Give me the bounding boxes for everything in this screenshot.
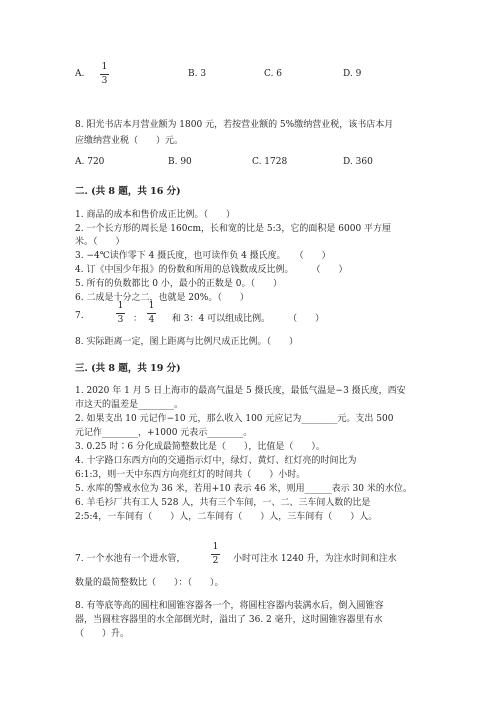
fraction-numerator: 1 (148, 301, 155, 311)
s3-line-7: 6:1:3，则一天中东西方向亮红灯的时间共（ ）小时。 (75, 470, 306, 480)
q8-option-b: B. 90 (168, 157, 192, 167)
s3-line-1: 1. 2020 年 1 月 5 日上海市的最高气温是 5 摄氏度，最低气温是−3 摄氏度，西安 (75, 386, 406, 396)
s2-item-3: 3. −4℃读作零下 4 摄氏度，也可读作负 4 摄氏度。 （ ） (75, 251, 331, 261)
option-a-fraction (100, 63, 109, 86)
s2-item-7-fraction-1 (116, 302, 125, 325)
q8-line-2: 应缴纳营业税（ ）元。 (75, 136, 184, 146)
s3-line-5: 3. 0.25 时∶6 分化成最简整数比是（ ），比值是（ ）。 (75, 442, 325, 452)
fraction-bar (116, 313, 125, 314)
section-2-title: 二. (共 8 题，共 16 分) (75, 186, 181, 197)
fraction-bar (100, 74, 109, 75)
s2-item-2-cont: 米。（ ） (75, 237, 125, 247)
s3-line-9: 6. 羊毛衫厂共有工人 528 人，共有三个车间，一、二、三车间人数的比是 (75, 498, 371, 508)
s2-item-1: 1. 商品的成本和售价成正比例。（ ） (75, 210, 235, 220)
q8-option-d: D. 360 (343, 157, 373, 167)
option-a-label: A. (75, 69, 85, 79)
fraction-bar (211, 554, 220, 555)
fraction-numerator: 1 (101, 62, 108, 72)
option-d: D. 9 (343, 69, 362, 79)
s2-item-6: 6. 二成是十分之二，也就是 20%。（ ） (75, 293, 249, 303)
s3-line-8: 5. 水库的警戒水位为 36 米，若用+10 表示 46 米，则用______表示 30 米的水位。 (75, 484, 412, 494)
s3-q7-fraction (211, 543, 220, 566)
s3-q8-line-1: 8. 有等底等高的圆柱和圆锥容器各一个，将圆柱容器内装满水后，倒入圆锥容 (75, 601, 384, 611)
s3-line-2: 市这天的温差是________。 (75, 400, 184, 410)
fraction-numerator: 1 (117, 301, 124, 311)
s2-item-4: 4. 订《中国少年报》的份数和所用的总钱数成反比例。 （ ） (75, 265, 348, 275)
option-c: C. 6 (264, 69, 283, 79)
q8-option-a: A. 720 (75, 157, 105, 167)
option-b: B. 3 (188, 69, 207, 79)
s2-item-2: 2. 一个长方形的周长是 160cm，长和宽的比是 5:3，它的面积是 6000 平方厘 (75, 224, 392, 234)
s2-item-7-colon: ： (133, 314, 143, 324)
q8-line-1: 8. 阳光书店本月营业额为 1800 元，若按营业额的 5%缴纳营业税，该书店本月 (75, 120, 394, 130)
s2-item-7-rest: 和 3：4 可以组成比例。 （ ） (172, 314, 325, 324)
fraction-denominator: 3 (101, 76, 108, 86)
s3-q8-line-2: 器，当圆柱容器里的水全部倒光时，溢出了 36. 2 毫升，这时圆锥容器里有水 (75, 615, 383, 625)
s3-q8-line-3: （ ）升。 (75, 629, 130, 639)
fraction-numerator: 1 (212, 542, 219, 552)
s2-item-5: 5. 所有的负数都比 0 小，最小的正数是 0。（ ） (75, 279, 282, 289)
fraction-bar (147, 313, 156, 314)
s3-line-10: 2:5:4，一车间有（ ）人，二车间有（ ）人，三车间有（ ）人。 (75, 512, 378, 522)
fraction-denominator: 3 (117, 315, 124, 325)
s3-line-4: 元记作________，+1000 元表示________。 (75, 428, 253, 438)
section-3-title: 三. (共 8 题，共 19 分) (75, 363, 181, 374)
q8-option-c: C. 1728 (252, 157, 288, 167)
s2-item-8: 8. 实际距离一定，图上距离与比例尺成正比例。（ ） (75, 337, 298, 347)
s2-item-7-prefix: 7. (75, 311, 84, 321)
fraction-denominator: 4 (148, 315, 155, 325)
s3-q7-line-2: 数量的最简整数比（ ）：（ ）。 (75, 578, 224, 588)
s3-line-6: 4. 十字路口东西方向的交通指示灯中，绿灯、黄灯、红灯亮的时间比为 (75, 456, 357, 466)
s3-q7-post: 小时可注水 1240 升，为注水时间和注水 (233, 554, 397, 564)
s2-item-7-fraction-2 (147, 302, 156, 325)
s3-line-3: 2. 如果支出 10 元记作−10 元，那么收入 100 元应记为________元。支出 500 (75, 414, 394, 424)
s3-q7-pre: 7. 一个水池有一个进水管， (75, 554, 186, 564)
fraction-denominator: 2 (212, 556, 219, 566)
